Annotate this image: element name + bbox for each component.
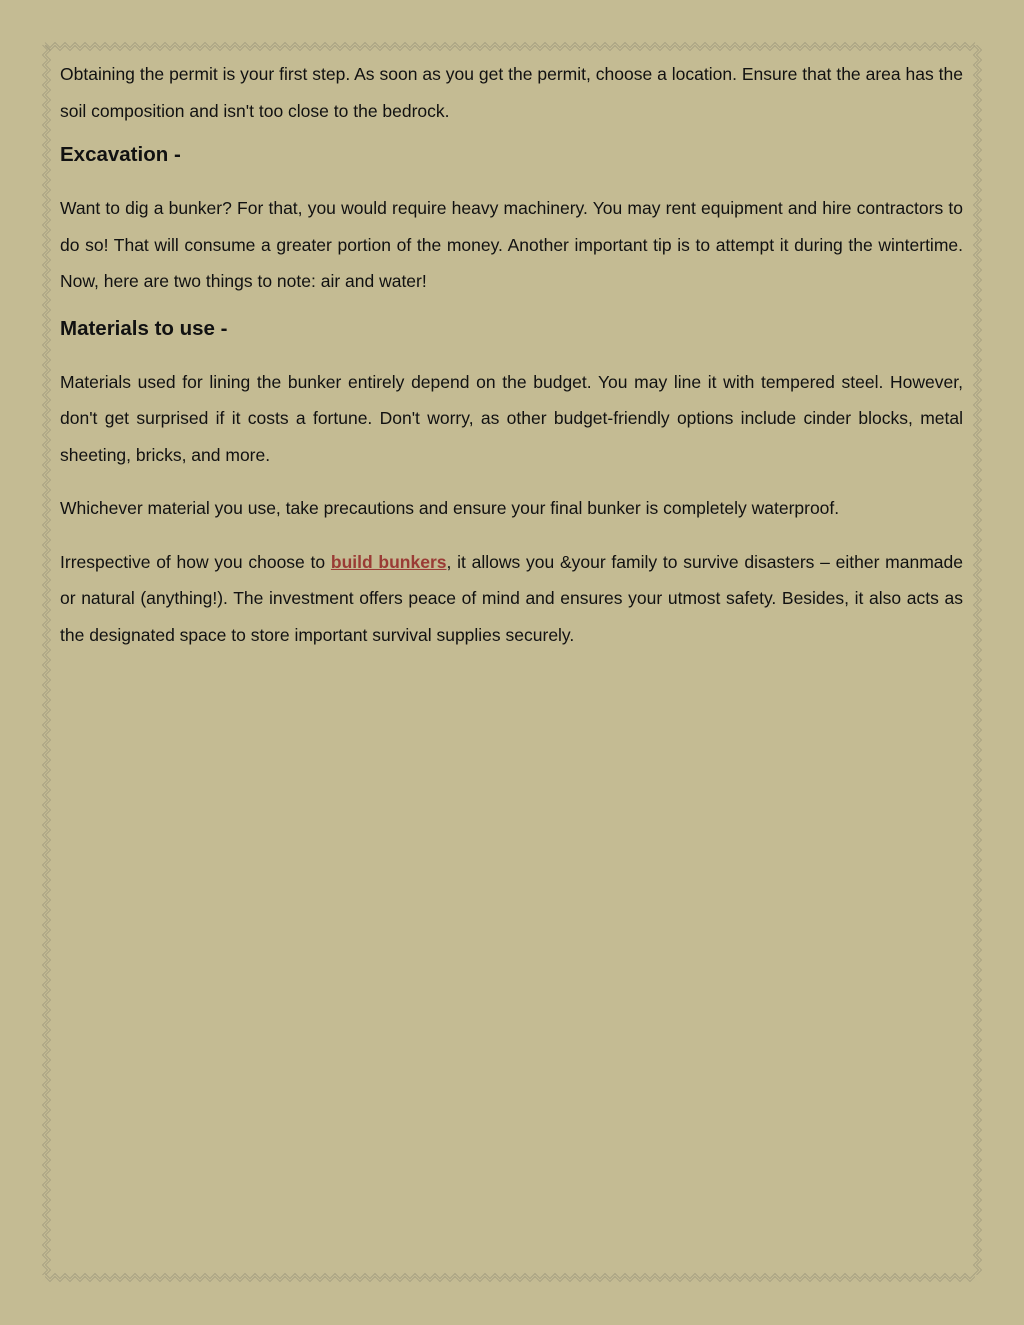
paragraph-conclusion (60, 544, 963, 654)
heading-excavation: Excavation - (60, 143, 181, 166)
paragraph-waterproof: Whichever material you use, take precautions and ensure your final bunker is completely waterproof. (60, 498, 840, 518)
heading-materials: Materials to use - (60, 316, 228, 340)
paragraph-materials: Materials used for lining the bunker entirely depend on the budget. You may line it with tempered steel. However, don't get surprised if it costs a fortune. Don't worry, as other budget-friendly options include cinder blocks, metal sheeting, bricks, and more. (60, 371, 963, 465)
paragraph-permit: Obtaining the permit is your first step. As soon as you get the permit, choose a location. Ensure that the area has the soil composition and isn't too close to the bedrock. (60, 64, 963, 121)
document-body (60, 56, 963, 653)
paragraph-excavation: Want to dig a bunker? For that, you would require heavy machinery. You may rent equipment and hire contractors to do so! That will consume a greater portion of the money. Another important tip is to attempt it during the wintertime. Now, here are two things to note: air and water! (60, 198, 963, 291)
conclusion-text-end: , it allows you &your family to survive disasters – either manmade or natural (anything!). The investment offers peace of mind and ensures your utmost safety. Besides, it also acts as the designated space to store important survival supplies securely. (60, 551, 964, 645)
build-bunkers-link[interactable]: build bunkers (330, 551, 447, 572)
conclusion-text-start: Irrespective of how you choose to (60, 551, 331, 572)
